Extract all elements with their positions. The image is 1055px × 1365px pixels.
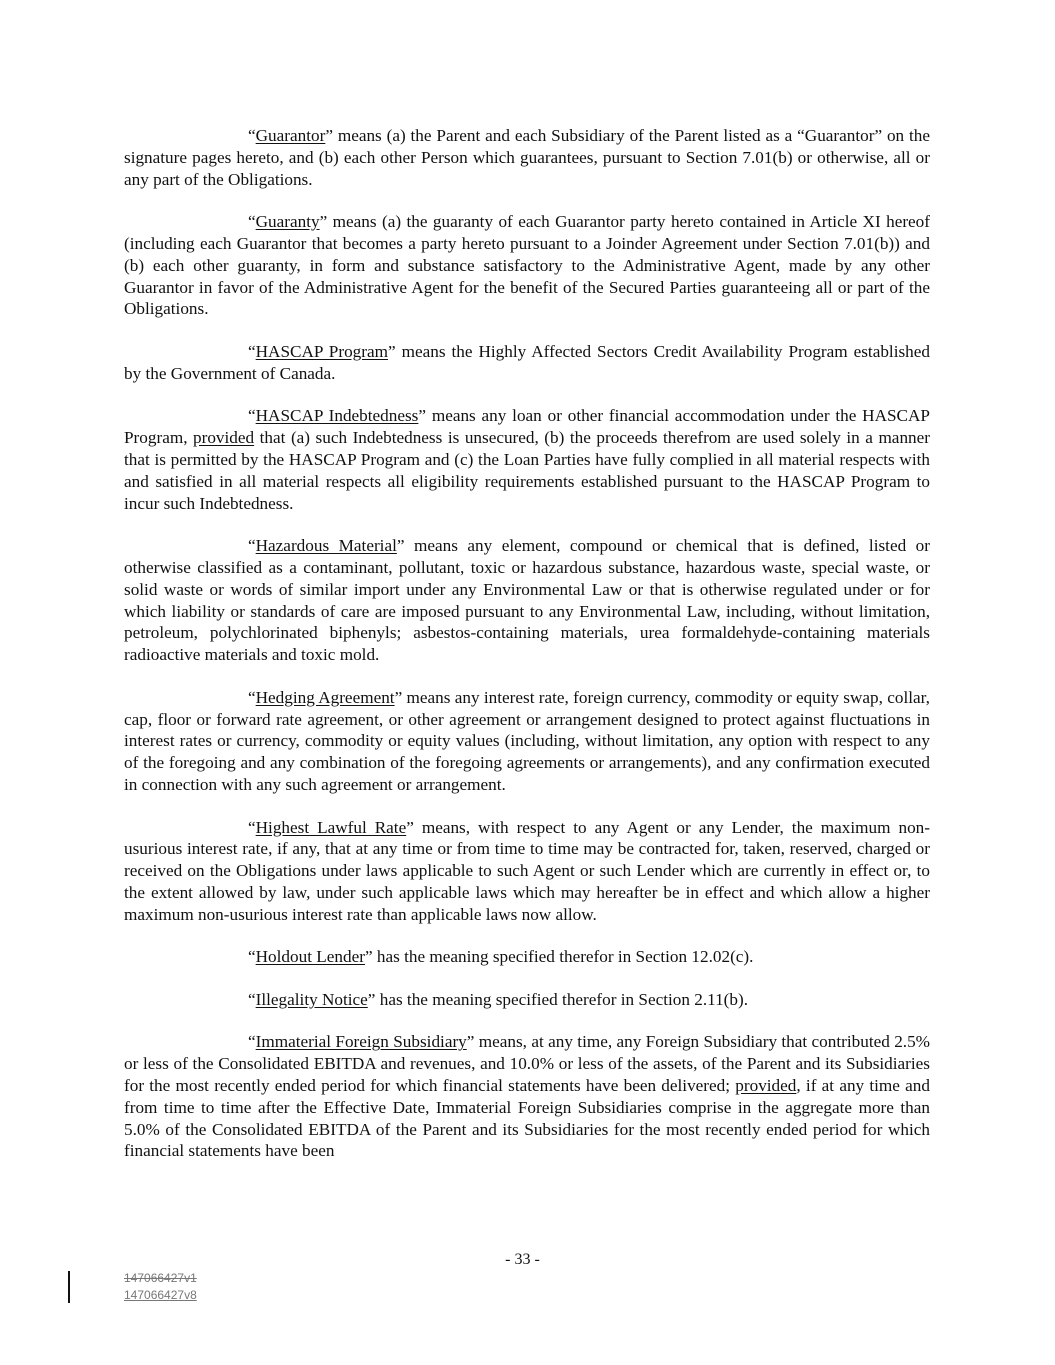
definition-text: “ bbox=[248, 536, 256, 556]
definition-text: ” means (a) the Parent and each Subsidiary of the Parent listed as a “Guarantor” on the signature pages hereto, and (b) each other Person which guarantees, pursuant to Section 7.01(b) or otherwise, all or any part of the Obligations. bbox=[124, 126, 930, 189]
definition-paragraph bbox=[124, 341, 930, 385]
definition-text: “ bbox=[248, 687, 256, 707]
definition-text: ” means, with respect to any Agent or any Lender, the maximum non-usurious interest rate, if any, that at any time or from time to time may be contracted for, taken, reserved, charged or received on the Obligations under laws applicable to such Agent or such Lender which are currently in effect or, to the extent allowed by law, under such applicable laws which may hereafter be in effect and which allow a higher maximum non-usurious interest rate than applicable laws now allow. bbox=[124, 817, 930, 924]
definition-text: “ bbox=[248, 126, 256, 145]
definition-text: ” has the meaning specified therefor in Section 2.11(b). bbox=[367, 989, 749, 1009]
definition-text: , if at any time and from time to time after the Effective Date, Immaterial Foreign Subsidiaries comprise in the aggregate more than 5.0% of the Consolidated EBITDA of the Parent and its Subsidiaries for the most recently ended period for which financial statements have been bbox=[124, 1076, 930, 1161]
definition-text: “ bbox=[248, 989, 256, 1009]
definition-paragraph bbox=[124, 125, 930, 190]
definition-paragraph bbox=[124, 535, 930, 666]
document-id-inserted: 147066427v8 bbox=[124, 1288, 197, 1302]
definition-text: “ bbox=[248, 947, 256, 967]
definition-text: ” means, at any time, any Foreign Subsidiary that contributed 2.5% or less of the Consolidated EBITDA and revenues, and 10.0% or less of the assets, of the Parent and its Subsidiaries for the most recently ended period for which financial statements have been delivered; bbox=[124, 1032, 930, 1096]
definition-paragraph bbox=[124, 989, 930, 1011]
defined-term: Immaterial Foreign Subsidiary bbox=[255, 1032, 467, 1052]
defined-term: Holdout Lender bbox=[255, 947, 365, 967]
definition-text: “ bbox=[248, 212, 256, 232]
definition-paragraph bbox=[124, 817, 930, 926]
definition-paragraph bbox=[124, 1031, 930, 1162]
defined-term: HASCAP Indebtedness bbox=[255, 406, 419, 426]
defined-term: Hedging Agreement bbox=[255, 687, 395, 707]
definition-paragraph bbox=[124, 687, 930, 796]
definition-text: “ bbox=[248, 406, 256, 426]
definition-text: ” means any interest rate, foreign currency, commodity or equity swap, collar, cap, floor or forward rate agreement, or other agreement or arrangement designed to protect against fluctuations in interest rates or currency, commodity or equity values (including, without limitation, any option with respect to any of the foregoing and any combination of the foregoing agreements or arrangements), and any confirmation executed in connection with any such agreement or arrangement. bbox=[124, 687, 930, 794]
document-id-deleted: 147066427v1 bbox=[124, 1271, 197, 1285]
page-number: - 33 - bbox=[505, 1251, 540, 1268]
definition-text: “ bbox=[248, 817, 256, 837]
defined-term: HASCAP Program bbox=[255, 341, 388, 361]
definition-paragraph bbox=[124, 946, 930, 968]
defined-term: Hazardous Material bbox=[255, 536, 397, 556]
definition-paragraph bbox=[124, 211, 930, 320]
defined-term: Illegality Notice bbox=[255, 989, 368, 1009]
definition-text: ” means the Highly Affected Sectors Credit Availability Program established by the Government of Canada. bbox=[124, 341, 930, 383]
definition-text: ” means any loan or other financial accommodation under the HASCAP Program, bbox=[124, 406, 930, 448]
definition-text: ” means (a) the guaranty of each Guarantor party hereto contained in Article XI hereof (including each Guarantor that becomes a party hereto pursuant to a Joinder Agreement under Section 7.01(b)) and (b) each other guaranty, in form and substance satisfactory to the Administrative Agent, made by any other Guarantor in favor of the Administrative Agent for the benefit of the Secured Parties guaranteeing all or part of the Obligations. bbox=[124, 212, 930, 319]
definition-text: “ bbox=[248, 1032, 256, 1052]
defined-term: Guarantor bbox=[255, 126, 326, 145]
definition-text: ” means any element, compound or chemical that is defined, listed or otherwise classified as a contaminant, pollutant, toxic or hazardous substance, hazardous waste, special waste, or solid waste or words of similar import under any Environmental Law or that is otherwise regulated under or for which liability or standards of care are imposed pursuant to any Environmental Law, including, without limitation, petroleum, polychlorinated biphenyls; asbestos-containing materials, urea formaldehyde-containing materials radioactive materials and toxic mold. bbox=[124, 536, 930, 665]
definition-text: that (a) such Indebtedness is unsecured, (b) the proceeds therefrom are used solely in a manner that is permitted by the HASCAP Program and (c) the Loan Parties have fully complied in all material respects with and satisfied in all material respects all eligibility requirements established pursuant to the HASCAP Program to incur such Indebtedness. bbox=[124, 428, 930, 513]
underlined-word: provided bbox=[735, 1076, 797, 1096]
definition-text: “ bbox=[248, 341, 256, 361]
defined-term: Highest Lawful Rate bbox=[255, 817, 407, 837]
defined-term: Guaranty bbox=[255, 212, 320, 232]
definition-text: ” has the meaning specified therefor in Section 12.02(c). bbox=[364, 947, 754, 967]
definition-paragraph bbox=[124, 405, 930, 514]
change-bar bbox=[68, 1271, 70, 1303]
underlined-word: provided bbox=[193, 428, 255, 448]
definitions-body bbox=[124, 125, 930, 1183]
